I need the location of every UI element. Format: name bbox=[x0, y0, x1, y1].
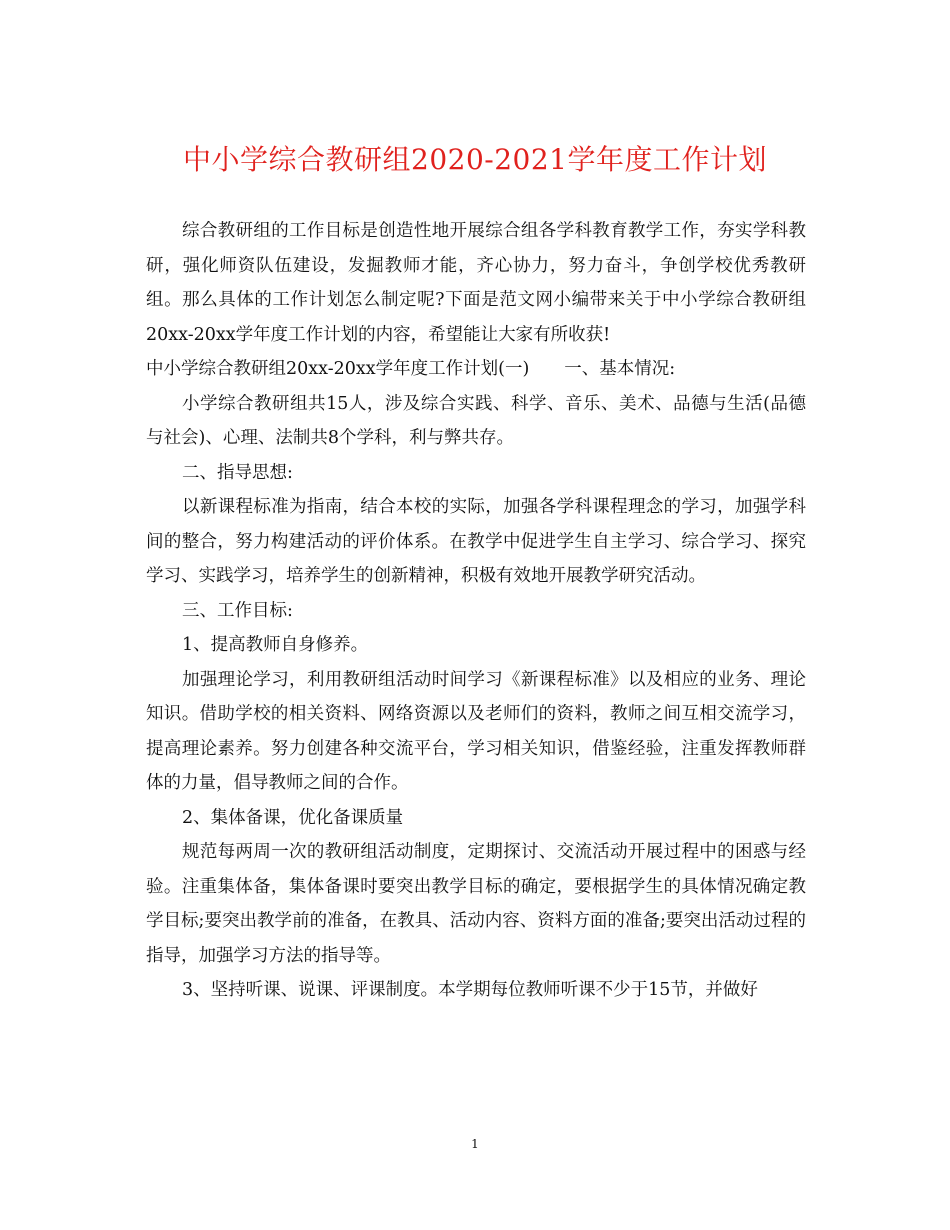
section-heading-guiding-ideas: 二、指导思想: bbox=[182, 462, 293, 483]
section-heading-plan-one: 中小学综合教研组20xx-20xx学年度工作计划(一) 一、基本情况: bbox=[146, 359, 676, 379]
goal-one-paragraph: 加强理论学习，利用教研组活动时间学习《新课程标准》以及相应的业务、理论知识。借助学校的相关资料、网络资源以及老师们的资料，教师之间互相交流学习，提高理论素养。努力创建各种交流平台，学习相关知识，借鉴经验，注重发挥教师群体的力量，倡导教师之间的合作。 bbox=[146, 669, 806, 793]
section-heading-work-goals: 三、工作目标: bbox=[182, 600, 293, 621]
guiding-ideas-paragraph: 以新课程标准为指南，结合本校的实际，加强各学科课程理念的学习，加强学科间的整合，努力构建活动的评价体系。在教学中促进学生自主学习、综合学习、探究学习、实践学习，培养学生的创新精神，积极有效地开展教学研究活动。 bbox=[146, 497, 806, 586]
page-number: 1 bbox=[471, 1137, 479, 1151]
goal-three-paragraph: 3、坚持听课、说课、评课制度。本学期每位教师听课不少于15节，并做好 bbox=[182, 980, 758, 1000]
document-title: 中小学综合教研组2020-2021学年度工作计划 bbox=[183, 143, 767, 176]
goal-two-heading: 2、集体备课，优化备课质量 bbox=[182, 807, 404, 828]
document-body bbox=[146, 214, 806, 1008]
basic-situation-paragraph: 小学综合教研组共15人，涉及综合实践、科学、音乐、美术、品德与生活(品德与社会)、心理、法制共8个学科，利与弊共存。 bbox=[146, 393, 806, 448]
goal-two-paragraph: 规范每两周一次的教研组活动制度，定期探讨、交流活动开展过程中的困惑与经验。注重集体备，集体备课时要突出教学目标的确定，要根据学生的具体情况确定教学目标;要突出教学前的准备，在教具、活动内容、资料方面的准备;要突出活动过程的指导，加强学习方法的指导等。 bbox=[146, 842, 806, 966]
intro-paragraph: 综合教研组的工作目标是创造性地开展综合组各学科教育教学工作，夯实学科教研，强化师资队伍建设，发掘教师才能，齐心协力，努力奋斗，争创学校优秀教研组。那么具体的工作计划怎么制定呢?下面是范文网小编带来关于中小学综合教研组20xx-20xx学年度工作计划的内容，希望能让大家有所收获! bbox=[146, 221, 806, 345]
goal-one-heading: 1、提高教师自身修养。 bbox=[182, 635, 369, 655]
